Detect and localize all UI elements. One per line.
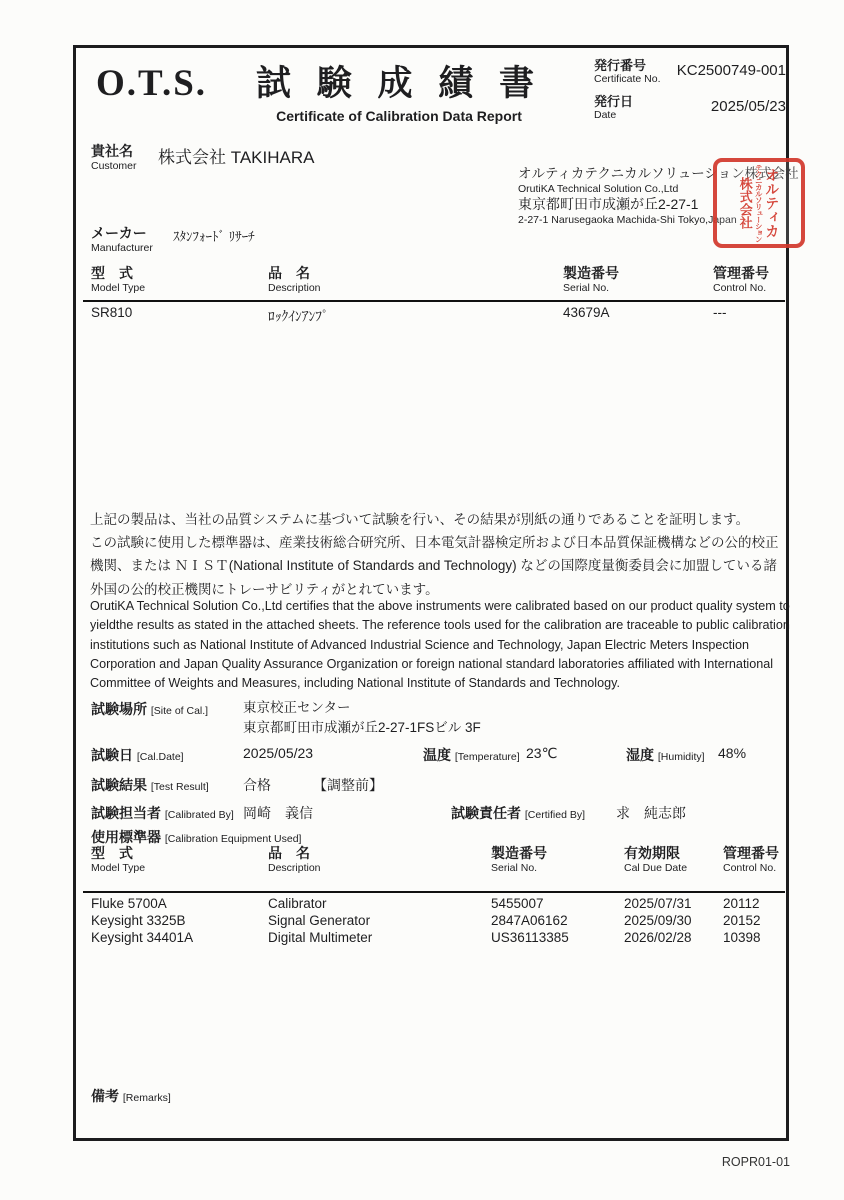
document-title-jp: 試 験 成 績 書 <box>256 64 542 103</box>
calibrated-by-value: 岡崎 義信 <box>243 805 313 821</box>
site-of-cal-line1: 東京校正センター <box>243 700 351 715</box>
item-header-control <box>713 265 769 294</box>
test-result-label <box>91 775 209 795</box>
temperature-label-en: [Temperature] <box>454 751 520 763</box>
equipment-due-date: 2026/02/28 <box>624 930 692 945</box>
cal-date-label-jp: 試験日 <box>91 747 133 763</box>
calibrated-by-label <box>91 803 234 823</box>
humidity-value: 48% <box>718 745 747 761</box>
item-header-serial-en: Serial No. <box>563 282 610 294</box>
equipment-header-description-en: Description <box>268 862 321 874</box>
equipment-control: 10398 <box>723 930 761 945</box>
document-form-code: ROPR01-01 <box>721 1155 790 1169</box>
certified-by-label-en: [Certified By] <box>524 809 585 821</box>
cal-date-label <box>91 745 184 765</box>
certification-statement-jp-line2: この試験に使用した標準器は、産業技術総合研究所、日本電気計器検定所および日本品質保証機構などの公的校正機関、または ＮＩＳＴ(National Institute of Standards and Technology) などの国際度量衡委員会に加盟している諸外国の公的校正機関にトレーサビリティがとれています。 <box>90 535 779 597</box>
equipment-header-model <box>91 845 145 874</box>
certification-statement-en: OrutiKA Technical Solution Co.,Ltd certifies that the above instruments were calibrated based on our product quality system to yieldthe results as stated in the attached sheets. The reference tools used for the calibration are traceable to public calibration institutions such as National Institute of Advanced Industrial Science and Technology, Japan Electric Meters Inspection Corporation and Japan Quality Assurance Organization or foreign national standard laboratories affiliated with International Committee of Weights and Measures, including National Institute of Standards and Technology. <box>90 599 790 691</box>
equipment-model: Fluke 5700A <box>91 896 167 911</box>
equipment-description: Calibrator <box>268 896 327 911</box>
equipment-header-serial-en: Serial No. <box>491 862 538 874</box>
item-description: ﾛｯｸｲﾝｱﾝﾌﾟ <box>268 309 329 324</box>
equipment-header-serial <box>491 845 547 874</box>
cal-date-label-en: [Cal.Date] <box>136 751 184 763</box>
temperature-label-jp: 温度 <box>423 747 451 763</box>
item-header-description-en: Description <box>268 282 321 294</box>
customer-name: 株式会社 TAKIHARA <box>158 148 315 167</box>
item-header-control-en: Control No. <box>713 282 767 294</box>
temperature-value: 23℃ <box>526 745 558 761</box>
calibrated-by-label-jp: 試験担当者 <box>91 805 161 821</box>
issuer-name-en: OrutiKA Technical Solution Co.,Ltd <box>518 182 679 195</box>
equipment-control: 20152 <box>723 913 761 928</box>
manufacturer-name: ｽﾀﾝﾌｫｰﾄﾞ ﾘｻｰﾁ <box>173 229 255 244</box>
calibrated-by-label-en: [Calibrated By] <box>164 809 234 821</box>
site-of-cal-value <box>243 698 481 737</box>
equipment-header-description <box>268 845 321 874</box>
site-of-cal-label <box>91 699 208 719</box>
item-header-model-jp: 型 式 <box>91 265 133 281</box>
certificate-no-label-en: Certificate No. <box>594 73 661 85</box>
site-of-cal-label-en: [Site of Cal.] <box>150 705 209 717</box>
humidity-label-en: [Humidity] <box>657 751 705 763</box>
certificate-no-label-jp: 発行番号 <box>594 58 647 73</box>
issue-date-row <box>594 94 786 130</box>
item-header-description-jp: 品 名 <box>268 265 310 281</box>
remarks-label-en: [Remarks] <box>122 1092 171 1104</box>
equipment-description: Signal Generator <box>268 913 371 928</box>
company-logo-ots: O.T.S. <box>96 63 208 104</box>
stamp-column-left: 株式会社 <box>737 177 753 229</box>
remarks-label <box>91 1086 171 1106</box>
test-result-value: 合格 <box>243 777 271 793</box>
item-model: SR810 <box>91 305 133 320</box>
item-header-serial-jp: 製造番号 <box>563 265 619 281</box>
equipment-due-date: 2025/07/31 <box>624 896 692 911</box>
customer-label-jp: 貴社名 <box>91 143 133 159</box>
equipment-section-title <box>91 827 301 847</box>
equipment-header-due-date-en: Cal Due Date <box>624 862 688 874</box>
certificate-no-value: KC2500749-001 <box>676 62 786 79</box>
equipment-due-date: 2025/09/30 <box>624 913 692 928</box>
humidity-label-jp: 湿度 <box>626 747 654 763</box>
equipment-serial: US36113385 <box>491 930 569 945</box>
equipment-header-description-jp: 品 名 <box>268 845 310 861</box>
manufacturer-label <box>91 225 153 254</box>
company-seal-stamp <box>713 158 805 248</box>
site-of-cal-line2: 東京都町田市成瀬が丘2-27-1FSビル 3F <box>243 719 481 735</box>
item-header-serial <box>563 265 619 294</box>
manufacturer-label-jp: メーカー <box>91 225 147 241</box>
equipment-header-control-jp: 管理番号 <box>723 845 779 861</box>
remarks-label-jp: 備考 <box>91 1088 119 1104</box>
certified-by-value: 求 純志郎 <box>616 805 686 821</box>
equipment-control: 20112 <box>723 896 760 911</box>
item-control: --- <box>713 305 727 320</box>
equipment-description: Digital Multimeter <box>268 930 373 945</box>
equipment-header-due-date <box>624 845 687 874</box>
document-title-en: Certificate of Calibration Data Report <box>276 108 522 124</box>
test-result-label-jp: 試験結果 <box>91 777 147 793</box>
equipment-header-serial-jp: 製造番号 <box>491 845 547 861</box>
certified-by-label <box>451 803 585 823</box>
equipment-model: Keysight 3325B <box>91 913 186 928</box>
item-header-model <box>91 265 145 294</box>
item-header-model-en: Model Type <box>91 282 146 294</box>
equipment-header-model-jp: 型 式 <box>91 845 133 861</box>
customer-label-en: Customer <box>91 160 137 172</box>
issuer-name-jp: オルティカテクニカルソリューション株式会社 <box>518 166 799 181</box>
issuer-address-jp: 東京都町田市成瀬が丘2-27-1 <box>518 196 699 212</box>
stamp-column-right: オルティカ <box>764 168 781 238</box>
equipment-header-control-en: Control No. <box>723 862 777 874</box>
equipment-header-due-date-jp: 有効期限 <box>624 845 680 861</box>
equipment-table-header-rule <box>83 891 785 893</box>
item-header-control-jp: 管理番号 <box>713 265 769 281</box>
test-result-label-en: [Test Result] <box>150 781 209 793</box>
equipment-title-jp: 使用標準器 <box>91 829 161 845</box>
cal-date-value: 2025/05/23 <box>243 745 314 761</box>
certification-statement-jp <box>90 508 788 601</box>
equipment-title-en: [Calibration Equipment Used] <box>164 833 302 845</box>
manufacturer-label-en: Manufacturer <box>91 242 153 254</box>
equipment-serial: 5455007 <box>491 896 544 911</box>
site-of-cal-label-jp: 試験場所 <box>91 701 147 717</box>
stamp-column-middle: テクニカルソリューション <box>754 164 764 242</box>
certificate-border-frame <box>73 45 799 1141</box>
item-table-header-rule <box>83 300 785 302</box>
certification-statement-jp-line1: 上記の製品は、当社の品質システムに基づいて試験を行い、その結果が別紙の通りであることを証明します。 <box>90 512 750 527</box>
test-result-note: 【調整前】 <box>313 777 383 793</box>
item-header-description <box>268 265 321 294</box>
equipment-serial: 2847A06162 <box>491 913 568 928</box>
certified-by-label-jp: 試験責任者 <box>451 805 521 821</box>
item-serial: 43679A <box>563 305 610 320</box>
issuer-address-en: 2-27-1 Narusegaoka Machida-Shi Tokyo,Japan <box>518 213 737 226</box>
issue-date-value: 2025/05/23 <box>710 98 786 115</box>
equipment-header-control <box>723 845 779 874</box>
temperature-label <box>423 745 520 765</box>
equipment-header-model-en: Model Type <box>91 862 146 874</box>
customer-label <box>91 143 137 172</box>
issue-date-label-en: Date <box>594 109 617 121</box>
document-title-block <box>254 56 544 124</box>
certificate-no-row <box>594 58 786 94</box>
issue-meta-block <box>594 58 786 130</box>
humidity-label <box>626 745 705 765</box>
equipment-model: Keysight 34401A <box>91 930 194 945</box>
issue-date-label-jp: 発行日 <box>594 94 634 109</box>
